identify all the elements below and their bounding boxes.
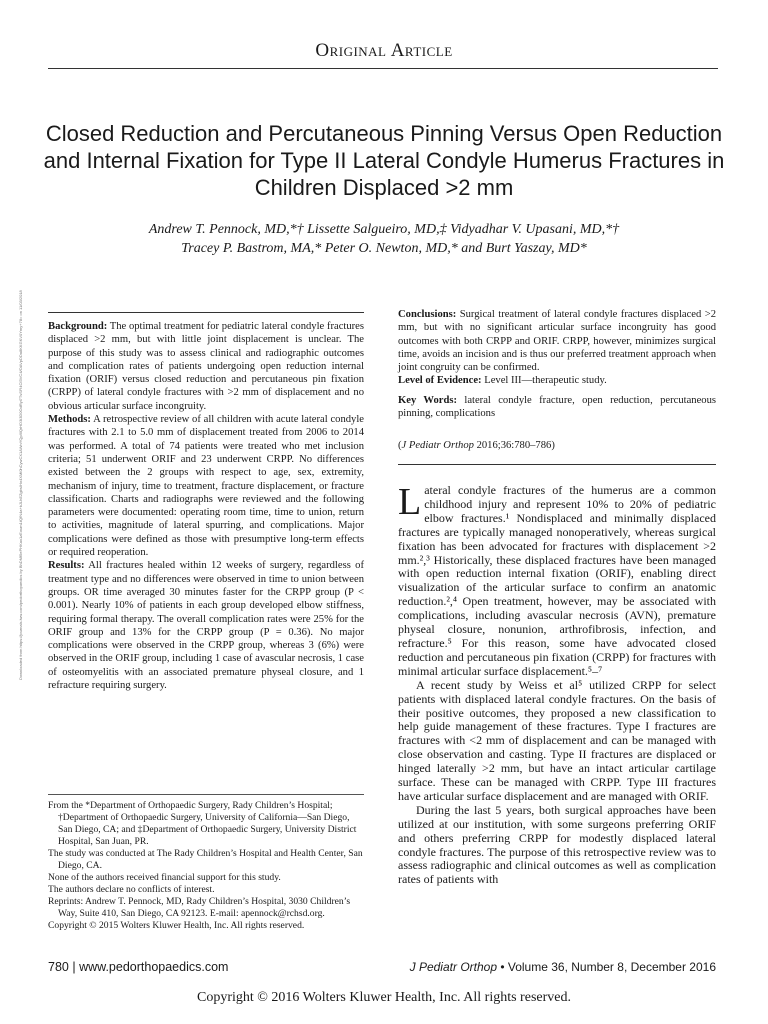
author-line: Andrew T. Pennock, MD,*† Lissette Salgueiro, MD,‡ Vidyadhar V. Upasani, MD,*† <box>148 222 620 237</box>
methods-label: Methods: <box>48 414 91 426</box>
body-paragraph-text: ateral condyle fractures of the humerus are a common childhood injury and represent 10% to 20% of pediatric elbow fractures.¹ Nondisplaced and minimally displaced fractures are typically managed nonoperatively, whereas surgical fixation has been advocated for fractures with displacement >2 mm.²,³ Historically, these displaced fractures have been managed with open reduction internal fixation (ORIF), enabling direct visualization of the articular surface to confirm an anatomic reduction.²,⁴ Open treatment, however, may be associated with complications, including avascular necrosis (AVN), premature physeal closure, nonunion, arthrofibrosis, infection, and refracture.⁵ For this reason, some have advocated closed reduction and percutaneous pin fixation (CRPP) for fractures with minimal articular surface displacement.⁵–⁷ <box>398 483 716 678</box>
footer-issue: Volume 36, Number 8, December 2016 <box>507 960 716 974</box>
abstract-keywords <box>398 394 716 421</box>
results-text: All fractures healed within 12 weeks of surgery, regardless of treatment type and no differences were observed in time to union between groups. OR time averaged 30 minutes faster for the CRPP group (P < 0.001). Nearly 10% of patients in each group developed elbow stiffness, requiring formal therapy. The overall complication rates were 25% for the ORIF group and 13% for the CRPP group (P = 0.36). No major complications were observed in the CRPP group, whereas 3 (6%) were observed in the ORIF group, including 1 case of avascular necrosis, 1 case of osteomyelitis with an associated premature physeal closure, and 1 refracture requiring surgery. <box>48 560 364 692</box>
background-label: Background: <box>48 321 108 332</box>
abstract-results <box>48 559 364 692</box>
author-list <box>40 220 728 258</box>
copyright-notice: Copyright © 2016 Wolters Kluwer Health, Inc. All rights reserved. <box>197 990 571 1005</box>
header-rule <box>48 68 718 69</box>
page-number: 780 <box>48 960 69 974</box>
footer-left: 780 | www.pedorthopaedics.com <box>48 960 229 974</box>
article-body <box>398 481 716 887</box>
footer-journal: J Pediatr Orthop <box>409 960 497 974</box>
methods-text: A retrospective review of all children with acute lateral condyle fractures with 2.1 to 5.0 mm of displacement treated from 2006 to 2014 was performed. A total of 74 patients were treated who met inclusion criteria; 51 underwent ORIF and 23 underwent CRPP. No differences existed between the 2 groups with respect to age, sex, extremity, mechanism of injury, time to treatment, fracture displacement, or fracture classification. Charts and radiographs were reviewed and the following parameters were documented: operating room time, time to union, return to activities, magnitude of lateral spurring, and complications. Major complications were defined as those with presumptive long-term effects or required reoperation. <box>48 414 364 559</box>
body-paragraph: During the last 5 years, both surgical approaches have been utilized at our institution, with some surgeons preferring ORIF and others preferring CRPP for modestly displaced lateral condyle fractures. The purpose of this retrospective review was to assess radiographic and clinical outcomes as well as complication rates of patients with <box>398 802 716 887</box>
footnotes <box>48 800 364 932</box>
abstract-level <box>398 374 716 387</box>
footnote-copyright: Copyright © 2015 Wolters Kluwer Health, Inc. All rights reserved. <box>48 920 305 931</box>
body-paragraph: A recent study by Weiss et al⁵ utilized CRPP for select patients with displaced lateral condyle fractures. On the basis of their positive outcomes, they proposed a new classification to help guide management of these fractures. Type I fractures are fractures with <2 mm of displacement and can be managed with close observation and casting. Type II fractures are displaced or hinged laterally >2 mm, but have an intact articular cartilage surface. These can be managed with CRPP. Type III fractures have articular surface displacement and are managed with ORIF. <box>398 677 716 803</box>
download-side-note <box>18 240 28 680</box>
author-line: Tracey P. Bastrom, MA,* Peter O. Newton, MD,* and Burt Yaszay, MD* <box>181 241 587 256</box>
citation-line: (J Pediatr Orthop 2016;36:780–786) <box>398 440 555 451</box>
footnote-affiliations: From the *Department of Orthopaedic Surgery, Rady Children’s Hospital; †Department of Orthopaedic Surgery, University of California—San Diego, San Diego, CA; and ‡Department of Orthopaedic Surgery, University District Hospital, San Juan, PR. <box>48 800 357 847</box>
citation-ref: 2016;36:780–786 <box>476 440 552 451</box>
results-label: Results: <box>48 560 85 572</box>
keywords-text: lateral condyle fracture, open reduction, percutaneous pinning, complications <box>398 394 716 420</box>
abstract-methods <box>48 413 364 559</box>
article-title: Closed Reduction and Percutaneous Pinning Versus Open Reduction and Internal Fixation for Type II Lateral Condyle Humerus Fractures in Children Displaced >2 mm <box>43 121 725 200</box>
abstract-background <box>48 320 364 413</box>
footnote-conflicts: The authors declare no conflicts of interest. <box>48 884 215 895</box>
keywords-label: Key Words: <box>398 394 457 406</box>
body-rule <box>398 464 716 465</box>
footnote-funding: None of the authors received financial support for this study. <box>48 872 281 883</box>
article-type-heading: Original Article <box>315 40 453 61</box>
footnote-study-site: The study was conducted at The Rady Children’s Hospital and Health Center, San Diego, CA. <box>48 848 363 871</box>
conclusions-text: Surgical treatment of lateral condyle fractures displaced >2 mm, but with no significant articular surface incongruity has good outcomes with both CRPP and ORIF. CRPP, however, minimizes surgical time, avoids an incision and is thus our preferred treatment approach when joint congruity can be confirmed. <box>398 309 716 374</box>
abstract-rule <box>48 312 364 313</box>
footnote-reprints: Reprints: Andrew T. Pennock, MD, Rady Children’s Hospital, 3030 Children’s Way, Suite 410, San Diego, CA 92123. E-mail: apennock@rchsd.org. <box>48 896 351 919</box>
level-label: Level of Evidence: <box>398 375 482 387</box>
footnote-rule <box>48 794 364 795</box>
download-side-note-text: Downloaded from https://journals.lww.com/pedorthopaedics by BhDMf5ePHKav1zEoum1tQfN4a+kJLhEZgbsIHo4XMi0hCywCX1AWnYQp/IlQrHD3i3D0OdRyi7TvSFl4Cf3VC4/OAVpDDa8KKGKV0Ymy+78= on 11/03/2018 <box>18 290 23 680</box>
body-paragraph <box>398 481 716 679</box>
drop-cap: L <box>398 481 422 523</box>
citation-journal: J Pediatr Orthop <box>401 440 474 451</box>
conclusions-label: Conclusions: <box>398 309 457 320</box>
level-text: Level III—therapeutic study. <box>484 375 607 387</box>
abstract-conclusions <box>398 308 716 374</box>
background-text: The optimal treatment for pediatric lateral condyle fractures displaced >2 mm, but with little joint displacement is unclear. The purpose of this study was to assess clinical and radiographic outcomes and complication rates of patients undergoing open reduction internal fixation (ORIF) versus closed reduction and percutaneous pin fixation (CRPP) of lateral condyle fractures with >2 mm of displacement and no obvious articular surface incongruity. <box>48 321 364 412</box>
abstract-left-column <box>48 320 364 692</box>
footer-right: J Pediatr Orthop • Volume 36, Number 8, December 2016 <box>409 960 716 974</box>
abstract-right-column <box>398 308 716 420</box>
journal-website-link[interactable]: www.pedorthopaedics.com <box>79 960 229 974</box>
